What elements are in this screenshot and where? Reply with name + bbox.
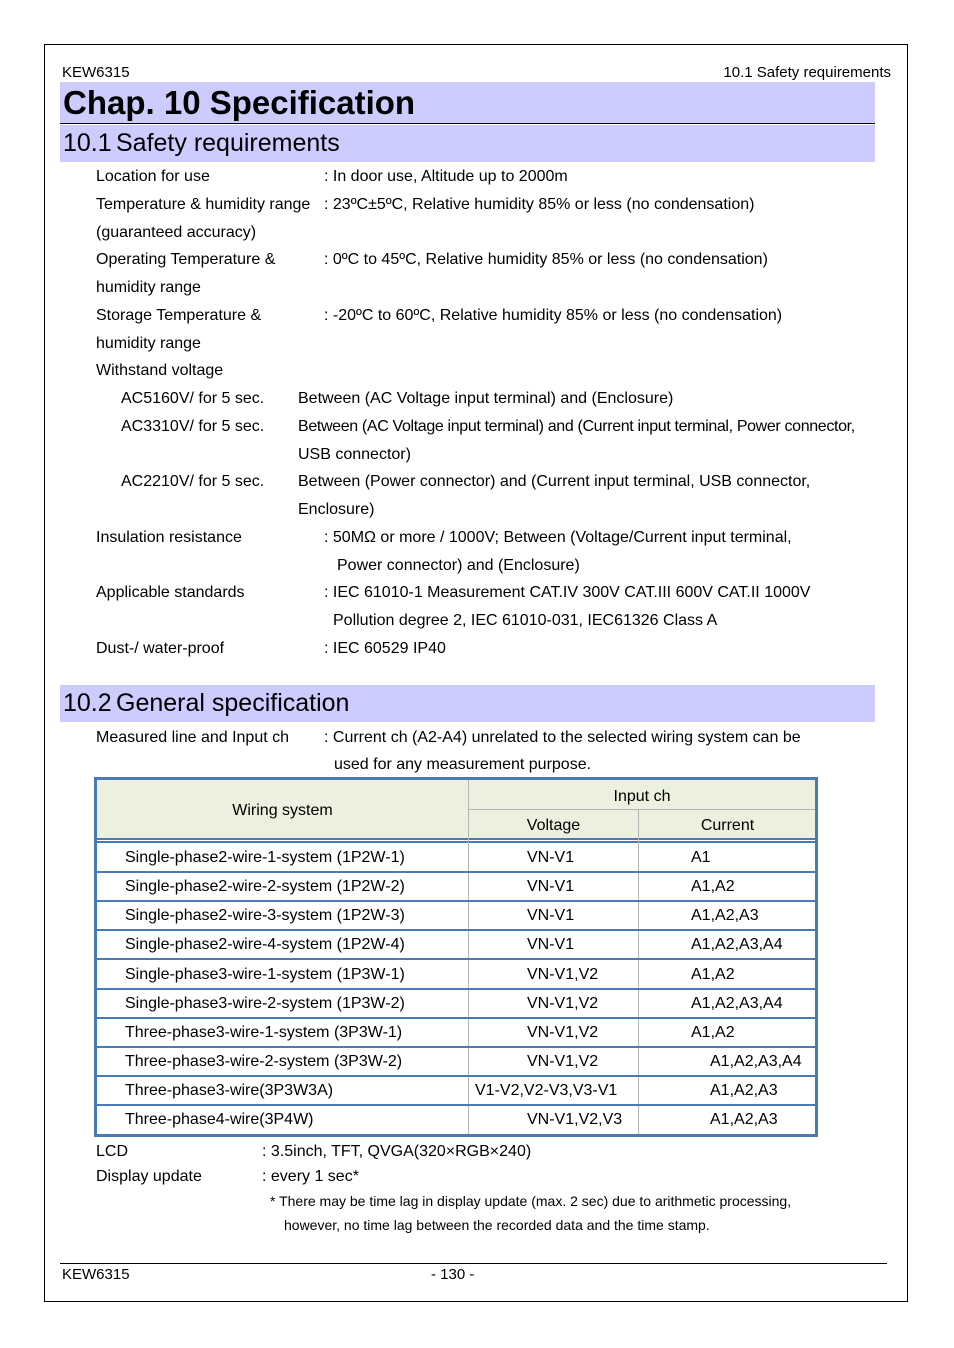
cell-wiring: Single-phase3-wire-1-system (1P3W-1) (125, 966, 405, 983)
spec-label: LCD (96, 1143, 129, 1160)
withstand-between: Between (AC Voltage input terminal) and (Enclosure) (298, 390, 674, 407)
cell-voltage: VN-V1,V2 (527, 995, 599, 1012)
spec-label: Operating Temperature & (96, 251, 276, 268)
spec-value-cont: Power connector) and (Enclosure) (337, 557, 580, 574)
footer-rule (60, 1263, 887, 1264)
section-heading-10-1 (60, 125, 875, 162)
cell-current: A1,A2,A3,A4 (710, 1053, 802, 1070)
cell-voltage: VN-V1 (527, 878, 575, 895)
header-model: KEW6315 (62, 64, 130, 81)
cell-voltage: VN-V1,V2 (527, 1024, 599, 1041)
cell-current: A1,A2 (691, 878, 735, 895)
header-wiring-system: Wiring system (232, 802, 333, 819)
cell-current: A1,A2,A3 (710, 1111, 778, 1128)
cell-voltage: VN-V1,V2 (527, 1053, 599, 1070)
spec-label: Measured line and Input ch (96, 729, 290, 746)
spec-label-cont: (guaranteed accuracy) (96, 224, 257, 241)
withstand-voltage: AC3310V/ for 5 sec. (121, 418, 265, 435)
table-border-right (815, 777, 818, 1137)
spec-value: : 0ºC to 45ºC, Relative humidity 85% or less (no condensation) (324, 251, 768, 268)
cell-voltage: VN-V1,V2 (527, 966, 599, 983)
spec-value: : 23ºC±5ºC, Relative humidity 85% or less (no condensation) (324, 196, 755, 213)
cell-wiring: Three-phase3-wire(3P3W3A) (125, 1082, 334, 1099)
cell-wiring: Three-phase3-wire-1-system (3P3W-1) (125, 1024, 403, 1041)
spec-label: Temperature & humidity range (96, 196, 311, 213)
section-number: 10.1 (63, 129, 112, 157)
footnote-cont: however, no time lag between the recorded data and the time stamp. (284, 1217, 710, 1233)
section-heading-10-2 (60, 685, 875, 722)
cell-wiring: Single-phase2-wire-2-system (1P2W-2) (125, 878, 405, 895)
table-rule (469, 809, 815, 810)
spec-label: Location for use (96, 168, 210, 185)
spec-label: Dust-/ water-proof (96, 640, 225, 657)
cell-wiring: Three-phase4-wire(3P4W) (125, 1111, 314, 1128)
cell-wiring: Single-phase3-wire-2-system (1P3W-2) (125, 995, 405, 1012)
table-border-top (94, 777, 818, 780)
chapter-title: Chap. 10 Specification (63, 84, 416, 121)
table-column-rule (468, 780, 469, 1134)
section-title: Safety requirements (116, 129, 340, 157)
table-row-rule (97, 900, 815, 902)
withstand-between: Between (Power connector) and (Current input terminal, USB connector, (298, 473, 811, 490)
spec-label-cont: humidity range (96, 335, 201, 352)
table-row-rule (97, 1104, 815, 1106)
table-column-rule (638, 809, 639, 1134)
spec-value-cont: used for any measurement purpose. (334, 756, 592, 773)
withstand-between-cont: USB connector) (298, 446, 411, 463)
withstand-voltage: AC2210V/ for 5 sec. (121, 473, 265, 490)
table-row-rule (97, 988, 815, 990)
cell-wiring: Single-phase2-wire-4-system (1P2W-4) (125, 936, 405, 953)
page-number: - 130 - (431, 1266, 475, 1283)
spec-label: Display update (96, 1168, 202, 1185)
spec-label: Applicable standards (96, 584, 245, 601)
spec-value: : IEC 61010-1 Measurement CAT.IV 300V CAT.III 600V CAT.II 1000V (324, 584, 811, 601)
cell-current: A1,A2,A3,A4 (691, 936, 783, 953)
table-row-rule (97, 1046, 815, 1048)
spec-value: : Current ch (A2-A4) unrelated to the selected wiring system can be (324, 729, 801, 746)
section-title: General specification (116, 689, 350, 717)
cell-current: A1,A2,A3,A4 (691, 995, 783, 1012)
spec-value: : 50MΩ or more / 1000V; Between (Voltage/Current input terminal, (324, 529, 792, 546)
table-row-rule (97, 1075, 815, 1077)
spec-value: : In door use, Altitude up to 2000m (324, 168, 568, 185)
cell-current: A1,A2,A3 (691, 907, 759, 924)
table-header-double-rule (97, 838, 815, 840)
table-row-rule (97, 871, 815, 873)
cell-voltage: VN-V1,V2,V3 (527, 1111, 623, 1128)
table-row-rule (97, 929, 815, 931)
table-row-rule (97, 958, 815, 960)
cell-voltage: VN-V1 (527, 936, 575, 953)
header-current: Current (700, 817, 755, 834)
spec-label: Storage Temperature & (96, 307, 262, 324)
footnote: * There may be time lag in display update (max. 2 sec) due to arithmetic processing, (270, 1193, 792, 1209)
cell-current: A1,A2 (691, 1024, 735, 1041)
table-border-left (94, 777, 97, 1137)
cell-current: A1,A2,A3 (710, 1082, 778, 1099)
table-row-rule (97, 1017, 815, 1019)
section-number: 10.2 (63, 689, 112, 717)
spec-label: Insulation resistance (96, 529, 242, 546)
spec-value-cont: Pollution degree 2, IEC 61010-031, IEC61326 Class A (333, 612, 718, 629)
spec-value: : 3.5inch, TFT, QVGA(320×RGB×240) (262, 1143, 532, 1160)
chapter-title-bar (60, 82, 875, 124)
cell-voltage: VN-V1 (527, 907, 575, 924)
cell-wiring: Three-phase3-wire-2-system (3P3W-2) (125, 1053, 403, 1070)
header-section: 10.1 Safety requirements (723, 64, 891, 81)
withstand-between: Between (AC Voltage input terminal) and (Current input terminal, Power connector, (298, 418, 855, 435)
spec-label-cont: humidity range (96, 279, 201, 296)
cell-wiring: Single-phase2-wire-1-system (1P2W-1) (125, 849, 405, 866)
header-voltage: Voltage (526, 817, 581, 834)
cell-current: A1 (691, 849, 711, 866)
spec-label: Withstand voltage (96, 362, 224, 379)
table-border-bottom (94, 1134, 818, 1137)
footer-model: KEW6315 (62, 1266, 130, 1283)
header-input-ch: Input ch (613, 788, 671, 805)
spec-value: : every 1 sec* (262, 1168, 359, 1185)
cell-wiring: Single-phase2-wire-3-system (1P2W-3) (125, 907, 405, 924)
withstand-voltage: AC5160V/ for 5 sec. (121, 390, 265, 407)
table-header-double-rule (97, 841, 815, 843)
spec-value: : -20ºC to 60ºC, Relative humidity 85% or less (no condensation) (324, 307, 783, 324)
cell-voltage: VN-V1 (527, 849, 575, 866)
cell-current: A1,A2 (691, 966, 735, 983)
cell-voltage: V1-V2,V2-V3,V3-V1 (475, 1082, 618, 1099)
spec-value: : IEC 60529 IP40 (324, 640, 446, 657)
withstand-between-cont: Enclosure) (298, 501, 375, 518)
